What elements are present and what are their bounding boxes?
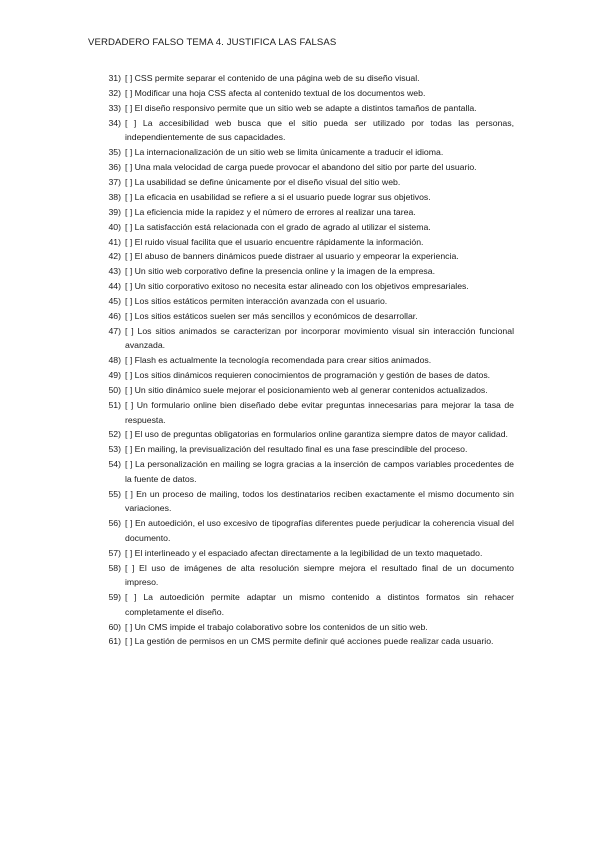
- question-text: [ ] Los sitios estáticos permiten interacción avanzada con el usuario.: [125, 296, 388, 307]
- question-number: 32): [108, 87, 121, 98]
- question-text: [ ] El ruido visual facilita que el usuario encuentre rápidamente la información.: [125, 236, 424, 247]
- question-text: [ ] CSS permite separar el contenido de una página web de su diseño visual.: [125, 73, 420, 83]
- question-item: [102, 546, 514, 561]
- question-item: [102, 383, 514, 398]
- page-title: VERDADERO FALSO TEMA 4. JUSTIFICA LAS FALSAS: [88, 37, 337, 48]
- question-item: [102, 457, 514, 486]
- question-text: [ ] La gestión de permisos en un CMS permite definir qué acciones puede realizar cada usuario.: [125, 636, 494, 647]
- question-number: 54): [108, 459, 121, 470]
- question-text: [ ] Los sitios animados se caracterizan por incorporar movimiento visual sin interacción funcional avanzada.: [125, 325, 514, 351]
- question-item: [102, 398, 514, 427]
- question-number: 47): [108, 325, 121, 336]
- question-item: [102, 427, 514, 442]
- question-number: 38): [108, 191, 121, 202]
- question-number: 55): [108, 488, 121, 499]
- question-item: [102, 620, 514, 635]
- question-text: [ ] La internacionalización de un sitio web se limita únicamente a traducir el idioma.: [125, 147, 444, 158]
- question-text: [ ] La eficacia en usabilidad se refiere a si el usuario puede lograr sus objetivos.: [125, 191, 431, 202]
- question-text: [ ] La autoedición permite adaptar un mismo contenido a distintos formatos sin rehacer completamente el diseño.: [125, 592, 514, 617]
- question-number: 36): [108, 162, 121, 173]
- question-text: [ ] Un formulario online bien diseñado debe evitar preguntas innecesarias para mejorar la tasa de respuesta.: [125, 400, 514, 425]
- question-text: [ ] En autoedición, el uso excesivo de tipografías diferentes puede perjudicar la coherencia visual del documento.: [125, 518, 514, 543]
- question-number: 50): [108, 385, 121, 396]
- question-number: 45): [108, 296, 121, 307]
- question-number: 49): [108, 370, 121, 381]
- question-text: [ ] Flash es actualmente la tecnología recomendada para crear sitios animados.: [125, 355, 432, 366]
- question-text: [ ] El uso de preguntas obligatorias en formularios online garantiza siempre datos de mayor calidad.: [125, 429, 508, 440]
- question-item: [102, 309, 514, 324]
- question-text: [ ] Los sitios estáticos suelen ser más sencillos y económicos de desarrollar.: [125, 310, 418, 321]
- question-text: [ ] Un sitio corporativo exitoso no necesita estar alineado con los objetivos empresariales.: [125, 281, 469, 292]
- question-text: [ ] La satisfacción está relacionada con el grado de agrado al utilizar el sistema.: [125, 221, 431, 232]
- question-number: 46): [108, 310, 121, 321]
- question-item: [102, 324, 514, 353]
- question-text: [ ] Modificar una hoja CSS afecta al contenido textual de los documentos web.: [125, 87, 426, 98]
- question-number: 44): [108, 281, 121, 292]
- question-item: [102, 368, 514, 383]
- question-item: [102, 160, 514, 175]
- question-number: 35): [108, 147, 121, 158]
- question-item: [102, 86, 514, 101]
- question-text: [ ] Un sitio dinámico suele mejorar el posicionamiento web al generar contenidos actualizados.: [125, 385, 488, 396]
- question-text: [ ] El diseño responsivo permite que un sitio web se adapte a distintos tamaños de pantalla.: [125, 102, 477, 113]
- question-item: [102, 264, 514, 279]
- question-text: [ ] Una mala velocidad de carga puede provocar el abandono del sitio por parte del usuario.: [125, 162, 477, 173]
- question-number: 31): [108, 73, 121, 83]
- question-number: 43): [108, 266, 121, 277]
- question-text: [ ] En un proceso de mailing, todos los destinatarios reciben exactamente el mismo documento sin variaciones.: [125, 488, 514, 514]
- question-number: 48): [108, 355, 121, 366]
- question-number: 42): [108, 251, 121, 262]
- question-item: [102, 561, 514, 590]
- question-text: [ ] Un CMS impide el trabajo colaborativo sobre los contenidos de un sitio web.: [125, 621, 428, 632]
- question-item: [102, 71, 514, 86]
- question-text: [ ] La personalización en mailing se logra gracias a la inserción de campos variables procedentes de la fuente de datos.: [125, 459, 514, 484]
- question-number: 59): [108, 592, 121, 603]
- question-list: [102, 71, 514, 649]
- question-number: 56): [108, 518, 121, 529]
- question-number: 40): [108, 221, 121, 232]
- question-item: [102, 235, 514, 250]
- question-number: 51): [108, 400, 121, 410]
- question-item: [102, 442, 514, 457]
- question-item: [102, 190, 514, 205]
- question-text: [ ] La eficiencia mide la rapidez y el número de errores al realizar una tarea.: [125, 206, 416, 217]
- question-number: 33): [108, 102, 121, 113]
- question-number: 58): [108, 562, 121, 573]
- question-item: [102, 294, 514, 309]
- question-number: 60): [108, 621, 121, 632]
- question-number: 34): [108, 117, 121, 128]
- question-number: 37): [108, 176, 121, 187]
- question-item: [102, 101, 514, 116]
- question-text: [ ] La accesibilidad web busca que el sitio pueda ser utilizado por todas las personas, independientemente de sus capacidades.: [125, 117, 514, 143]
- question-text: [ ] El abuso de banners dinámicos puede distraer al usuario y empeorar la experiencia.: [125, 251, 459, 262]
- question-number: 53): [108, 444, 121, 455]
- question-text: [ ] En mailing, la previsualización del resultado final es una fase prescindible del proceso.: [125, 444, 468, 455]
- question-item: [102, 220, 514, 235]
- question-item: [102, 249, 514, 264]
- question-item: [102, 279, 514, 294]
- question-item: [102, 516, 514, 545]
- question-item: [102, 634, 514, 649]
- question-text: [ ] El interlineado y el espaciado afectan directamente a la legibilidad de un texto maquetado.: [125, 547, 483, 558]
- question-item: [102, 353, 514, 368]
- question-number: 39): [108, 206, 121, 217]
- question-text: [ ] Un sitio web corporativo define la presencia online y la imagen de la empresa.: [125, 266, 436, 277]
- question-item: [102, 175, 514, 190]
- question-number: 57): [108, 547, 121, 558]
- question-text: [ ] La usabilidad se define únicamente por el diseño visual del sitio web.: [125, 176, 401, 187]
- question-item: [102, 487, 514, 516]
- question-number: 41): [108, 236, 121, 247]
- question-text: [ ] Los sitios dinámicos requieren conocimientos de programación y gestión de bases de datos.: [125, 370, 491, 381]
- question-item: [102, 205, 514, 220]
- question-item: [102, 590, 514, 619]
- question-number: 52): [108, 429, 121, 440]
- question-item: [102, 145, 514, 160]
- question-number: 61): [108, 636, 121, 647]
- question-item: [102, 116, 514, 145]
- question-text: [ ] El uso de imágenes de alta resolución siempre mejora el resultado final de un documento impreso.: [125, 562, 514, 588]
